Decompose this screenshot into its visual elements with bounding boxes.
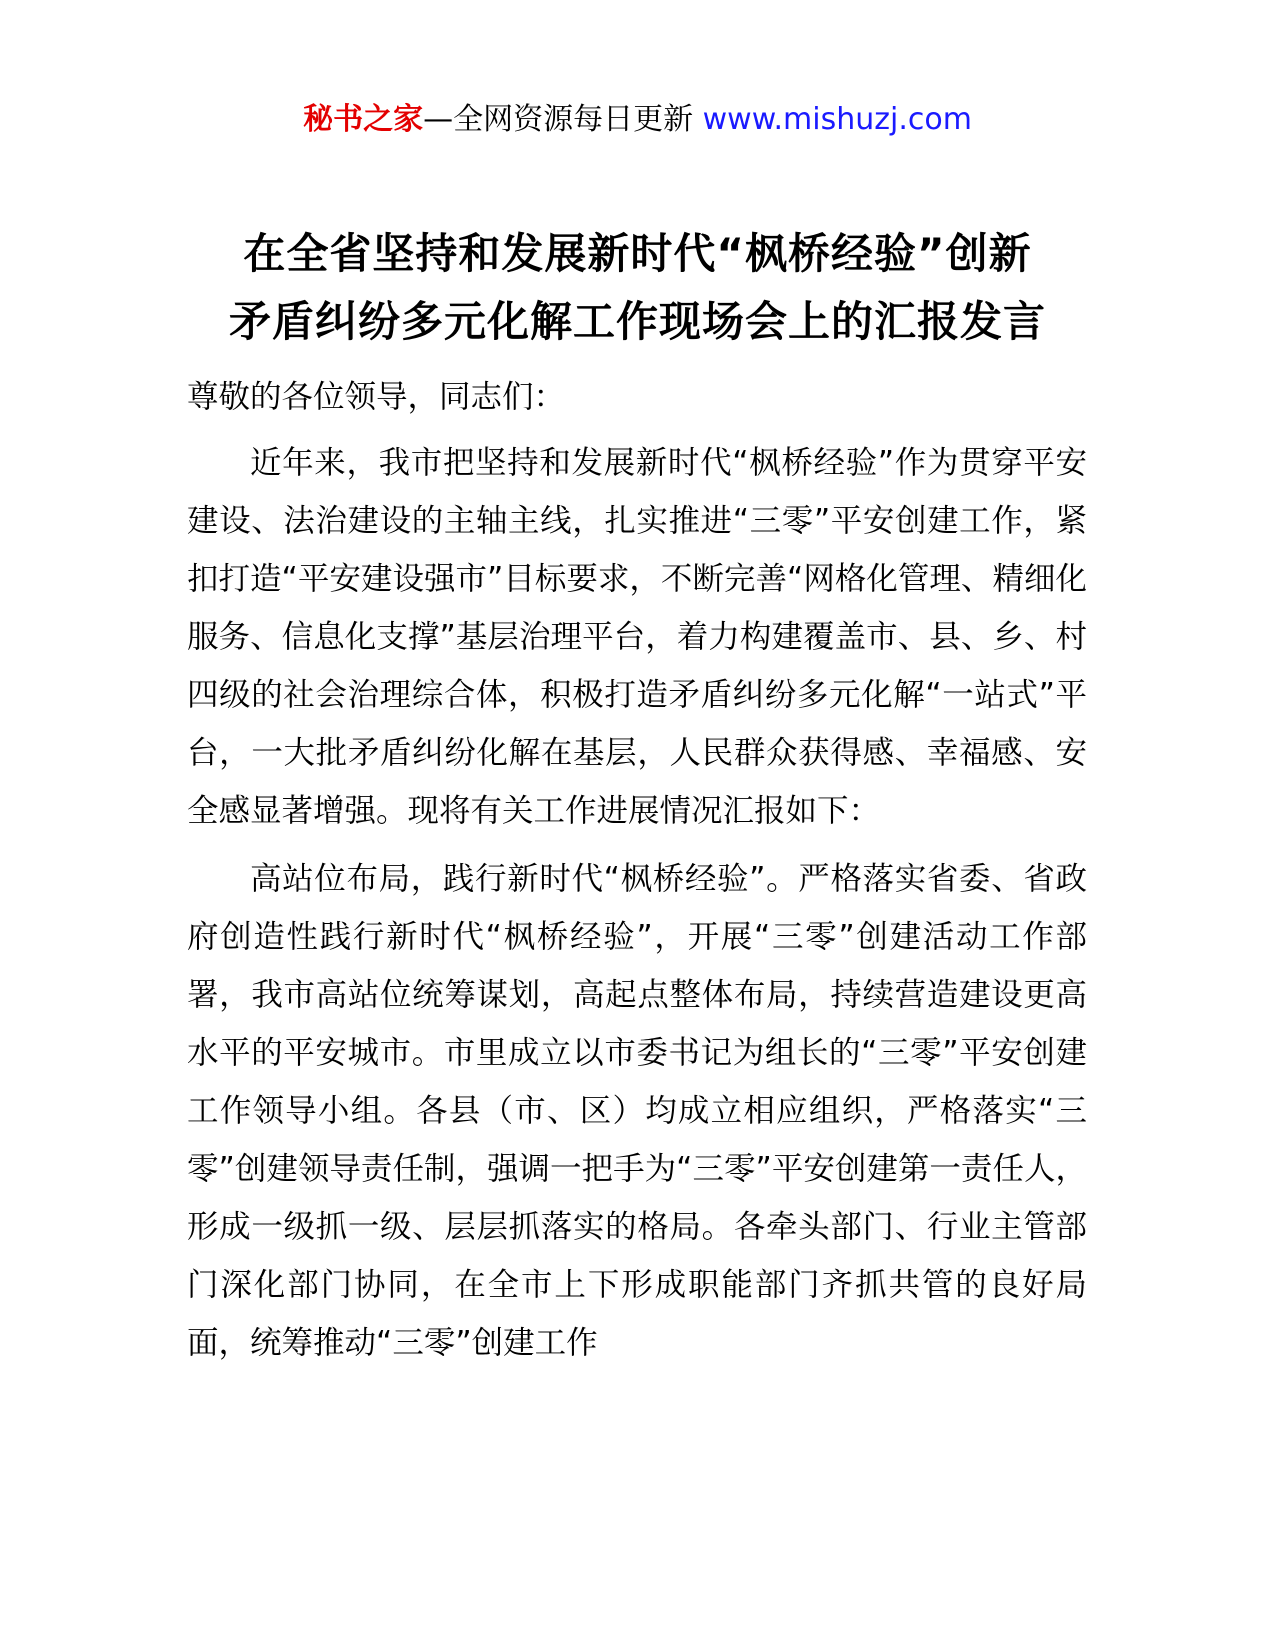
- site-header: [0, 100, 1275, 140]
- site-brand: 秘书之家: [303, 102, 424, 137]
- document-body: [187, 368, 1087, 1382]
- site-tagline: —全网资源每日更新: [423, 102, 703, 137]
- paragraph-section-1: 高站位布局，践行新时代“枫桥经验”。严格落实省委、省政府创造性践行新时代“枫桥经验”，开展“三零”创建活动工作部署，我市高站位统筹谋划，高起点整体布局，持续营造建设更高水平的平安城市。市里成立以市委书记为组长的“三零”平安创建工作领导小组。各县（市、区）均成立相应组织，严格落实“三零”创建领导责任制，强调一把手为“三零”平安创建第一责任人，形成一级抓一级、层层抓落实的格局。各牵头部门、行业主管部门深化部门协同，在全市上下形成职能部门齐抓共管的良好局面，统筹推动“三零”创建工作: [187, 861, 1087, 1361]
- document-title: [120, 220, 1155, 356]
- title-line-2: 矛盾纠纷多元化解工作现场会上的汇报发言: [228, 297, 1046, 346]
- paragraph-intro: 近年来，我市把坚持和发展新时代“枫桥经验”作为贯穿平安建设、法治建设的主轴主线，扎实推进“三零”平安创建工作，紧扣打造“平安建设强市”目标要求，不断完善“网格化管理、精细化服务、信息化支撑”基层治理平台，着力构建覆盖市、县、乡、村四级的社会治理综合体，积极打造矛盾纠纷多元化解“一站式”平台，一大批矛盾纠纷化解在基层，人民群众获得感、幸福感、安全感显著增强。现将有关工作进展情况汇报如下：: [187, 445, 1087, 829]
- title-line-1: 在全省坚持和发展新时代“枫桥经验”创新: [243, 229, 1032, 278]
- salutation: 尊敬的各位领导，同志们：: [187, 379, 566, 415]
- site-url-link[interactable]: www.mishuzj.com: [702, 102, 972, 137]
